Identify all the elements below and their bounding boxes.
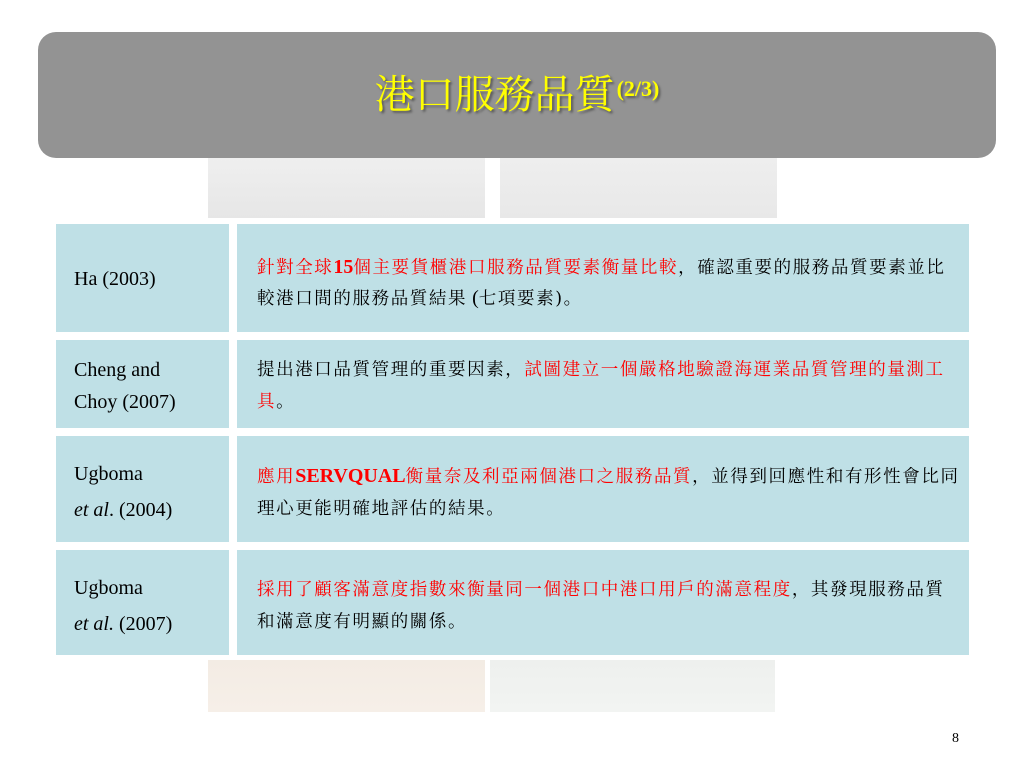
slide-title: 港口服務品質 <box>374 72 615 118</box>
literature-table <box>52 218 973 659</box>
table-row <box>56 224 969 332</box>
description-cell <box>237 436 969 542</box>
reference-cell <box>56 224 229 332</box>
description-cell <box>237 224 969 332</box>
table-row <box>56 436 969 542</box>
description-cell <box>237 550 969 655</box>
background-photo <box>500 158 777 220</box>
page-number: 8 <box>952 731 959 746</box>
description-text: 針對全球15個主要貨櫃港口服務品質要素衡量比較，確認重要的服務品質要素並比較港口間的服務品質結果 (七項要素)。 <box>257 256 946 309</box>
reference-cell <box>56 550 229 655</box>
reference-cell <box>56 340 229 428</box>
table-row <box>56 550 969 655</box>
title-bar <box>38 32 996 158</box>
description-cell <box>237 340 969 428</box>
table-row <box>56 340 969 428</box>
description-text: 提出港口品質管理的重要因素，試圖建立一個嚴格地驗證海運業品質管理的量測工具。 <box>257 360 945 412</box>
reference-text: Cheng and Choy (2007) <box>74 359 176 413</box>
slide-title-part: (2/3) <box>616 76 660 101</box>
reference-text: Ha (2003) <box>74 268 156 290</box>
reference-text: Ugboma et al. (2004) <box>74 463 173 521</box>
description-text: 應用SERVQUAL衡量奈及利亞兩個港口之服務品質，並得到回應性和有形性會比同理心更能明確地評估的結果。 <box>257 465 960 519</box>
background-photo <box>490 660 775 712</box>
background-photo <box>208 660 485 712</box>
reference-text: Ugboma et al. (2007) <box>74 577 173 635</box>
reference-cell <box>56 436 229 542</box>
description-text: 採用了顧客滿意度指數來衡量同一個港口中港口用戶的滿意程度，其發現服務品質和滿意度有明顯的關係。 <box>257 580 945 632</box>
background-photo <box>208 158 485 220</box>
